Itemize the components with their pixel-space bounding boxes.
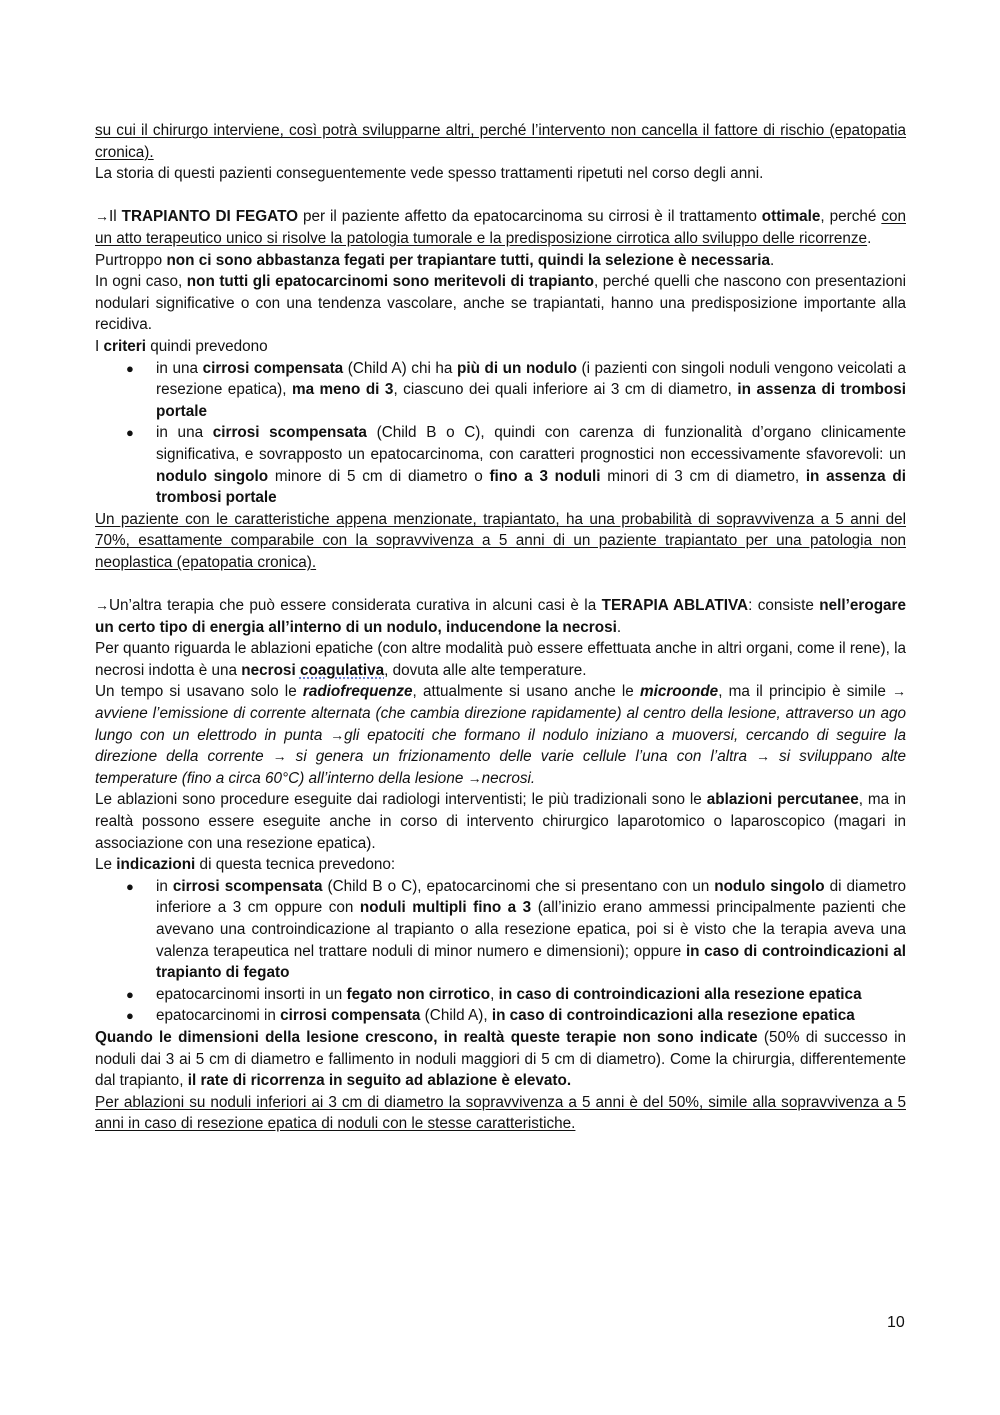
text-span: (50% di successo in noduli dai 3 ai 5 cm di diametro e fallimento in noduli maggiori di 5 cm di diametro). Come la chirurgia, differentemente dal trapianto, <box>95 1028 906 1090</box>
bold-text: il rate di ricorrenza in seguito ad ablazione è elevato. <box>187 1072 572 1090</box>
bold-text: ottimale <box>761 208 821 226</box>
text-span: , ma in realtà possono essere eseguite anche in corso di intervento chirurgico laparotomico o laparoscopico (magari in associazione con una resezione epatica). <box>95 791 907 852</box>
page-number: 10 <box>887 1314 905 1331</box>
text-span: , ciascuno dei quali inferiore ai 3 cm di diametro, <box>393 381 738 399</box>
text-span: epatocarcinomi in <box>156 1007 281 1025</box>
text-span: . <box>616 618 622 636</box>
list-item <box>126 876 907 984</box>
bold-text: nodulo singolo <box>714 877 825 895</box>
text-span: , ma il principio è simile <box>718 683 893 701</box>
underlined-text: Per ablazioni su noduli inferiori ai 3 cm di diametro la sopravvivenza a 5 anni è del 50%, simile alla sopravvivenza a 5 anni in caso di resezione epatica di noduli con le stesse caratteristiche. <box>95 1093 906 1133</box>
text-span: . <box>769 251 775 269</box>
text-span: , dovuta alle alte temperature. <box>384 661 587 679</box>
text-span: epatocarcinomi insorti in un <box>156 985 347 1003</box>
text-span: Per quanto riguarda le ablazioni epatiche (con altre modalità può essere effettuata anche in altri organi, come il rene), la necrosi indotta è una <box>95 640 906 679</box>
bold-text: in caso di controindicazioni alla resezione epatica <box>491 1007 855 1025</box>
text-span: , <box>490 985 499 1003</box>
bold-text: cirrosi compensata <box>202 359 344 377</box>
bold-text: nodulo singolo <box>156 467 269 485</box>
arrow-right-icon: → <box>330 726 345 743</box>
text-span: (Child A) chi ha <box>343 359 458 377</box>
list-item <box>126 1005 906 1027</box>
bold-text: Quando le dimensioni della lesione crescono, in realtà queste terapie non sono indicate <box>95 1028 758 1046</box>
text-span: in <box>156 877 173 895</box>
spellcheck-word: coagulativa <box>299 661 385 679</box>
bold-text: fino a 3 noduli <box>489 467 601 485</box>
text-span: di diametro inferiore a 3 cm oppure con <box>156 877 907 917</box>
bullet-icon: ● <box>126 878 134 894</box>
list-item <box>126 984 906 1006</box>
bold-text: ma meno di 3 <box>291 381 394 399</box>
text-span: in una <box>156 359 203 377</box>
bold-text: in assenza di trombosi portale <box>156 381 906 420</box>
bold-italic-text: microonde <box>639 683 719 701</box>
arrow-right-icon: → <box>95 208 109 225</box>
indications-list <box>95 876 906 1027</box>
paragraph-radiofrequenze <box>95 681 906 789</box>
paragraph-criteri <box>95 336 906 358</box>
bold-text: in caso di controindicazioni alla resezione epatica <box>498 985 862 1003</box>
arrow-right-icon: → <box>756 748 771 765</box>
paragraph-sopravvivenza-trapianto <box>95 509 906 574</box>
text-span: quindi prevedono <box>146 337 268 355</box>
bold-text: non ci sono abbastanza fegati per trapiantare tutti, quindi la selezione è necessaria <box>166 251 770 269</box>
bullet-icon: ● <box>126 425 134 441</box>
bold-text: indicazioni <box>116 856 196 874</box>
paragraph-dimensioni-lesione <box>95 1027 906 1092</box>
bold-text: cirrosi scompensata <box>212 424 367 442</box>
text-span: minori di 3 cm di diametro, <box>600 467 806 485</box>
bold-text: necrosi <box>241 661 300 679</box>
bold-text: TERAPIA ABLATIVA <box>601 597 749 615</box>
document-body <box>95 120 906 1135</box>
bullet-icon: ● <box>126 360 134 376</box>
text-span: Il <box>109 208 122 226</box>
arrow-right-icon: → <box>892 683 907 700</box>
text-span: (Child B o C), epatocarcinomi che si presentano con un <box>322 877 715 895</box>
text-span: Purtroppo <box>95 251 167 269</box>
text-span: La storia di questi pazienti conseguentemente vede spesso trattamenti ripetuti nel corso degli anni. <box>95 165 764 183</box>
paragraph-sopravvivenza-ablazione <box>95 1092 906 1135</box>
italic-text: si genera un frizionamento delle varie cellule l’una con l’altra <box>286 748 757 766</box>
italic-text: gli epatociti che formano il nodulo iniziano a muoversi, cercando di seguire la direzione della corrente <box>95 726 907 766</box>
text-span: , perché <box>820 208 882 226</box>
bold-text: fegato non cirrotico <box>346 985 491 1003</box>
bold-text: TRAPIANTO DI FEGATO <box>121 208 299 226</box>
text-span: (Child A), <box>420 1007 492 1025</box>
bold-text: non tutti gli epatocarcinomi sono meritevoli di trapianto <box>186 273 595 291</box>
underlined-text: su cui il chirurgo interviene, così potrà svilupparne altri, perché l’intervento non cancella il fattore di rischio (epatopatia cronica). <box>95 122 906 161</box>
text-span: . <box>867 229 872 247</box>
paragraph-meritevoli <box>95 271 906 336</box>
criteria-list <box>95 358 906 509</box>
text-span: minore di 5 cm di diametro o <box>268 467 490 485</box>
paragraph-chirurgo <box>95 120 906 163</box>
text-span: (i pazienti con singoli noduli vengono veicolati a resezione epatica), <box>156 359 907 399</box>
bold-text: in assenza di trombosi portale <box>156 467 906 507</box>
text-span: Le <box>95 856 117 874</box>
paragraph-trapianto <box>95 206 906 249</box>
underlined-text: Un paziente con le caratteristiche appena menzionate, trapiantato, ha una probabilità di sopravvivenza a 5 anni del 70%, esattamente comparabile con la sopravvivenza a 5 anni di un paziente trapiantato per una patologia non neoplastica (epatopatia cronica). <box>95 510 906 571</box>
text-span: Un’altra terapia che può essere considerata curativa in alcuni casi è la <box>109 597 602 615</box>
bold-text: noduli multipli fino a 3 <box>359 899 532 917</box>
text-span: in una <box>156 424 213 442</box>
text-span: (Child B o C), quindi con carenza di funzionalità d’organo clinicamente significativa, e sovrapposto un epatocarcinoma, con caratteri prognostici non eccessivamente sfavorevoli: un <box>156 424 906 463</box>
arrow-right-icon: → <box>272 748 287 765</box>
text-span: In ogni caso, <box>95 273 187 291</box>
text-span: Le ablazioni sono procedure eseguite dai radiologi interventisti; le più tradizionali sono le <box>95 791 707 809</box>
text-span: per il paziente affetto da epatocarcinoma su cirrosi è il trattamento <box>298 208 762 226</box>
paragraph-selezione <box>95 250 906 272</box>
bold-text: ablazioni percutanee <box>706 791 859 809</box>
paragraph-necrosi <box>95 638 906 681</box>
text-span: , attualmente si usano anche le <box>412 683 640 701</box>
italic-text: necrosi. <box>481 769 536 787</box>
paragraph-ablazioni-percutanee <box>95 789 906 854</box>
bold-text: cirrosi scompensata <box>172 877 323 895</box>
bold-text: più di un nodulo <box>457 359 577 377</box>
paragraph-indicazioni <box>95 854 906 876</box>
list-item <box>126 358 907 423</box>
bold-italic-text: radiofrequenze <box>302 683 413 701</box>
italic-text: si sviluppano alte temperature (fino a circa 60°C) all’interno della lesione <box>95 748 906 787</box>
paragraph-storia-pazienti <box>95 163 906 185</box>
bold-text: cirrosi compensata <box>280 1007 421 1025</box>
text-span: I <box>95 337 104 355</box>
text-span: : consiste <box>748 597 820 615</box>
paragraph-terapia-ablativa <box>95 595 906 638</box>
underlined-text: con un atto terapeutico unico si risolve la patologia tumorale e la predisposizione cirrotica allo sviluppo delle ricorrenze <box>95 208 906 247</box>
bullet-icon: ● <box>126 986 134 1002</box>
bold-text: nell’erogare un certo tipo di energia all’interno di un nodulo, inducendone la necrosi <box>95 597 907 636</box>
text-span: (all’inizio erano ammessi principalmente pazienti che avevano una controindicazione al trapianto o alla resezione epatica, poi si è visto che la terapia aveva una valenza terapeutica nel trattare noduli di minor numero e dimensioni); oppure <box>156 899 906 960</box>
list-item <box>126 422 906 508</box>
arrow-right-icon: → <box>95 597 109 614</box>
italic-text: avviene l’emissione di corrente alternata (che cambia direzione rapidamente) al centro della lesione, attraverso un ago lungo con un elettrodo in punta <box>95 705 906 744</box>
text-span: di questa tecnica prevedono: <box>195 856 396 874</box>
bold-text: criteri <box>103 337 147 355</box>
text-span: , perché quelli che nascono con presentazioni nodulari significative o con una tendenza vascolare, anche se trapiantati, hanno una predisposizione importante alla recidiva. <box>95 273 906 334</box>
text-span: Un tempo si usavano solo le <box>95 683 303 701</box>
bold-text: in caso di controindicazioni al trapianto di fegato <box>156 942 906 982</box>
arrow-right-icon: → <box>467 769 482 786</box>
bullet-icon: ● <box>126 1008 134 1024</box>
